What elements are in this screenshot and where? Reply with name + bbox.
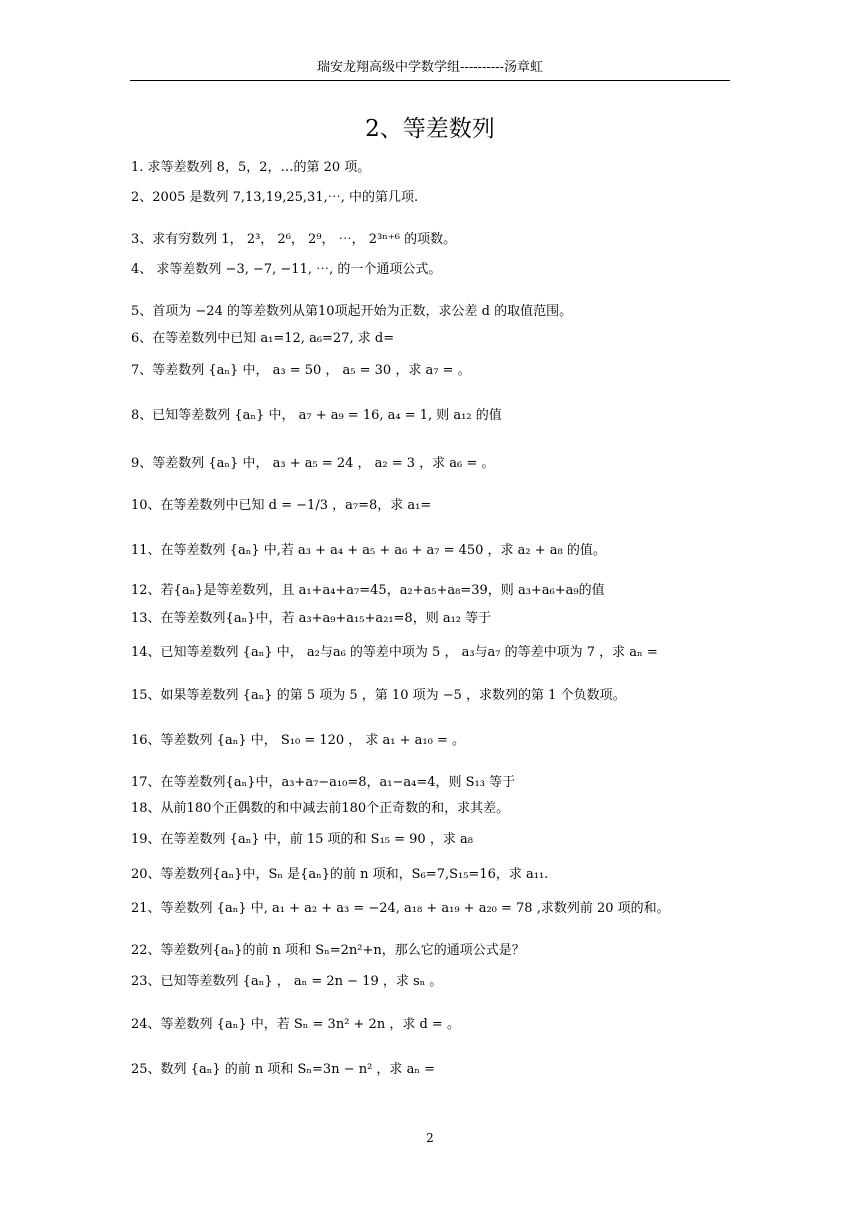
problem-item bbox=[131, 796, 731, 822]
problem-text: 在等差数列 {aₙ} 中,若 a₃ + a₄ + a₅ + a₆ + a₇ = 450 ，求 a₂ + a₈ 的值。 bbox=[160, 543, 606, 558]
problem-item bbox=[131, 683, 731, 709]
problem-text: 等差数列 {aₙ} 中， S₁₀ = 120 ， 求 a₁ + a₁₀ = 。 bbox=[160, 733, 466, 748]
header-divider bbox=[130, 80, 730, 81]
problem-text: 已知等差数列 {aₙ} ， aₙ = 2n − 19 ，求 sₙ 。 bbox=[160, 974, 443, 989]
problem-text: 在等差数列中已知 a₁=12, a₆=27, 求 d= bbox=[152, 331, 395, 346]
problem-number: 12、 bbox=[131, 583, 161, 598]
problem-number: 13、 bbox=[131, 611, 161, 626]
problem-number: 16、 bbox=[131, 733, 161, 748]
problem-item bbox=[131, 358, 731, 384]
problem-number: 4、 bbox=[131, 262, 153, 277]
problem-item bbox=[131, 155, 731, 181]
problem-number: 17、 bbox=[131, 775, 161, 790]
problem-item bbox=[131, 640, 731, 666]
problem-number: 6、 bbox=[131, 331, 153, 346]
problem-number: 24、 bbox=[131, 1017, 161, 1032]
problem-item bbox=[131, 938, 731, 964]
page-number: 2 bbox=[426, 1131, 434, 1145]
problem-text: 在等差数列{aₙ}中，若 a₃+a₉+a₁₅+a₂₁=8，则 a₁₂ 等于 bbox=[160, 611, 492, 626]
problem-item bbox=[131, 227, 731, 253]
problem-number: 14、 bbox=[131, 645, 161, 660]
problem-item bbox=[131, 606, 731, 632]
problem-number: 15、 bbox=[131, 688, 161, 703]
problem-number: 20、 bbox=[131, 867, 161, 882]
problem-item bbox=[131, 299, 731, 325]
problem-text: 如果等差数列 {aₙ} 的第 5 项为 5 ，第 10 项为 −5 ，求数列的第 1 个负数项。 bbox=[160, 688, 626, 703]
problem-text: 若{aₙ}是等差数列，且 a₁+a₄+a₇=45，a₂+a₅+a₈=39，则 a₃+a₆+a₉的值 bbox=[160, 583, 605, 598]
problem-item bbox=[131, 451, 731, 477]
section-title: 2、等差数列 bbox=[365, 116, 495, 142]
problem-number: 2、 bbox=[131, 190, 153, 205]
problem-number: 8、 bbox=[131, 408, 153, 423]
problem-text: 在等差数列中已知 d = −1/3 ，a₇=8，求 a₁= bbox=[160, 498, 432, 513]
problem-text: 在等差数列{aₙ}中，a₃+a₇−a₁₀=8，a₁−a₄=4，则 S₁₃ 等于 bbox=[160, 775, 516, 790]
problem-item bbox=[131, 827, 731, 853]
problem-number: 19、 bbox=[131, 832, 161, 847]
problem-number: 25、 bbox=[131, 1062, 161, 1077]
problem-number: 5、 bbox=[131, 304, 153, 319]
problem-number: 1. bbox=[131, 160, 148, 175]
problem-number: 7、 bbox=[131, 363, 153, 378]
problem-number: 23、 bbox=[131, 974, 161, 989]
problem-text: 等差数列 {aₙ} 中， a₃ + a₅ = 24 ， a₂ = 3 ，求 a₆ = 。 bbox=[152, 456, 495, 471]
problem-text: 等差数列 {aₙ} 中，若 Sₙ = 3n² + 2n ，求 d = 。 bbox=[160, 1017, 460, 1032]
problem-text: 等差数列 {aₙ} 中， a₃ = 50 ， a₅ = 30 ，求 a₇ = 。 bbox=[152, 363, 471, 378]
problem-item bbox=[131, 969, 731, 995]
problem-text: 从前180个正偶数的和中减去前180个正奇数的和，求其差。 bbox=[160, 801, 510, 816]
problem-item bbox=[131, 770, 731, 796]
page-header: 瑞安龙翔高级中学数学组----------汤章虹 bbox=[317, 60, 543, 75]
problem-item bbox=[131, 1012, 731, 1038]
problem-item bbox=[131, 896, 731, 922]
problem-item bbox=[131, 862, 731, 888]
problem-item bbox=[131, 1057, 731, 1083]
problem-text: 数列 {aₙ} 的前 n 项和 Sₙ=3n − n² ，求 aₙ = bbox=[160, 1062, 435, 1077]
problem-text: 在等差数列 {aₙ} 中，前 15 项的和 S₁₅ = 90 ，求 a₈ bbox=[160, 832, 473, 847]
problem-number: 9、 bbox=[131, 456, 153, 471]
problem-text: 等差数列{aₙ}中，Sₙ 是{aₙ}的前 n 项和，S₆=7,S₁₅=16，求 a₁₁. bbox=[160, 867, 549, 882]
problem-number: 11、 bbox=[131, 543, 161, 558]
problem-item bbox=[131, 728, 731, 754]
problem-number: 21、 bbox=[131, 901, 161, 916]
problem-text: 2005 是数列 7,13,19,25,31,⋯, 中的第几项. bbox=[152, 190, 419, 205]
problem-item bbox=[131, 578, 731, 604]
problem-text: 已知等差数列 {aₙ} 中， a₂与a₆ 的等差中项为 5 ， a₃与a₇ 的等差中项为 7 ，求 aₙ = bbox=[160, 645, 658, 660]
problem-item bbox=[131, 538, 731, 564]
problem-number: 22、 bbox=[131, 943, 161, 958]
problem-number: 3、 bbox=[131, 232, 153, 247]
problem-text: 求有穷数列 1， 2³， 2⁶， 2⁹， ⋯， 2³ⁿ⁺⁶ 的项数。 bbox=[152, 232, 457, 247]
problem-number: 18、 bbox=[131, 801, 161, 816]
problem-text: 求等差数列 8，5，2，…的第 20 项。 bbox=[147, 160, 371, 175]
problem-text: 已知等差数列 {aₙ} 中， a₇ + a₉ = 16, a₄ = 1, 则 a₁₂ 的值 bbox=[152, 408, 502, 423]
problem-item bbox=[131, 257, 731, 283]
problem-text: 求等差数列 −3, −7, −11, ⋯, 的一个通项公式。 bbox=[152, 262, 442, 277]
problem-text: 等差数列 {aₙ} 中, a₁ + a₂ + a₃ = −24, a₁₈ + a₁₉ + a₂₀ = 78 ,求数列前 20 项的和。 bbox=[160, 901, 670, 916]
problem-item bbox=[131, 185, 731, 211]
problem-text: 等差数列{aₙ}的前 n 项和 Sₙ=2n²+n，那么它的通项公式是？ bbox=[160, 943, 525, 958]
problem-item bbox=[131, 403, 731, 429]
problem-number: 10、 bbox=[131, 498, 161, 513]
problem-item bbox=[131, 326, 731, 352]
problem-item bbox=[131, 493, 731, 519]
problem-text: 首项为 −24 的等差数列从第10项起开始为正数，求公差 d 的取值范围。 bbox=[152, 304, 573, 319]
